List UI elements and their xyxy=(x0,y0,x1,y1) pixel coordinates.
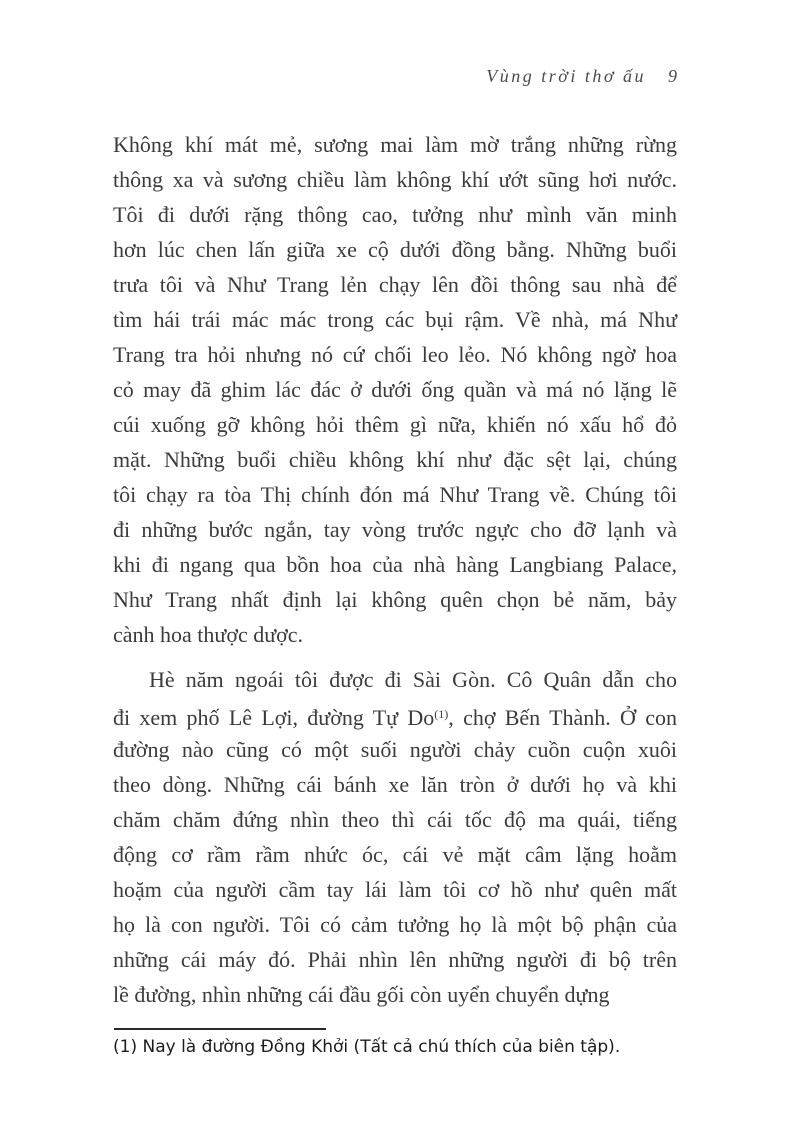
text-line: tìm hái trái mác mác trong các bụi rậm. Về nhà, má Như xyxy=(113,307,677,332)
text-line: Như Trang nhất định lại không quên chọn bẻ năm, bảy xyxy=(113,587,677,612)
text-line: theo dòng. Những cái bánh xe lăn tròn ở dưới họ và khi xyxy=(113,772,677,797)
text-line: động cơ rầm rầm nhức óc, cái vẻ mặt câm lặng hoằm xyxy=(113,842,677,867)
footnote: (1) Nay là đường Đồng Khởi (Tất cả chú thích của biên tập). xyxy=(113,1037,621,1057)
footnote-marker: (1) xyxy=(434,707,449,721)
text-line: Không khí mát mẻ, sương mai làm mờ trắng những rừng xyxy=(113,132,677,157)
text-line: hoặm của người cầm tay lái làm tôi cơ hồ như quên mất xyxy=(113,877,677,902)
text-line: họ là con người. Tôi có cảm tưởng họ là một bộ phận của xyxy=(113,912,677,937)
text-line: cành hoa thược dược. xyxy=(113,622,304,647)
text-line: khi đi ngang qua bồn hoa của nhà hàng Langbiang Palace, xyxy=(113,552,677,577)
text-line: chăm chăm đứng nhìn theo thì cái tốc độ ma quái, tiếng xyxy=(113,807,677,832)
text-line: mặt. Những buổi chiều không khí như đặc sệt lại, chúng xyxy=(113,447,677,472)
text-line: trưa tôi và Như Trang lẻn chạy lên đồi thông sau nhà để xyxy=(113,272,677,297)
text-line: những cái máy đó. Phải nhìn lên những người đi bộ trên xyxy=(113,947,677,972)
running-header-title: Vùng trời thơ ấu xyxy=(486,66,646,86)
body-text xyxy=(113,127,677,1012)
text-line: thông xa và sương chiều làm không khí ướt sũng hơi nước. xyxy=(113,167,677,192)
text-line xyxy=(113,697,677,732)
text-segment: đi xem phố Lê Lợi, đường Tự Do xyxy=(113,705,435,730)
text-line: đường nào cũng có một suối người chảy cuồn cuộn xuôi xyxy=(113,737,677,762)
text-segment: , chợ Bến Thành. Ở con xyxy=(448,705,677,730)
text-line: hơn lúc chen lấn giữa xe cộ dưới đồng bằng. Những buổi xyxy=(113,237,677,262)
text-line: lề đường, nhìn những cái đầu gối còn uyển chuyển dựng xyxy=(113,982,610,1007)
page-number: 9 xyxy=(668,66,677,86)
text-line: Trang tra hỏi nhưng nó cứ chối leo lẻo. Nó không ngờ hoa xyxy=(113,342,677,367)
text-line: Hè năm ngoái tôi được đi Sài Gòn. Cô Quân dẫn cho xyxy=(149,667,677,692)
paragraph-1 xyxy=(113,127,677,652)
text-line: đi những bước ngắn, tay vòng trước ngực cho đỡ lạnh và xyxy=(113,517,677,542)
footnote-separator xyxy=(114,1028,326,1030)
running-header xyxy=(113,66,677,87)
text-line: cỏ may đã ghim lác đác ở dưới ống quần và má nó lặng lẽ xyxy=(113,377,677,402)
paragraph-2 xyxy=(113,662,677,1012)
text-line: tôi chạy ra tòa Thị chính đón má Như Trang về. Chúng tôi xyxy=(113,482,677,507)
text-line: Tôi đi dưới rặng thông cao, tưởng như mình văn minh xyxy=(113,202,677,227)
text-line: cúi xuống gỡ không hỏi thêm gì nữa, khiến nó xấu hổ đỏ xyxy=(113,412,677,437)
